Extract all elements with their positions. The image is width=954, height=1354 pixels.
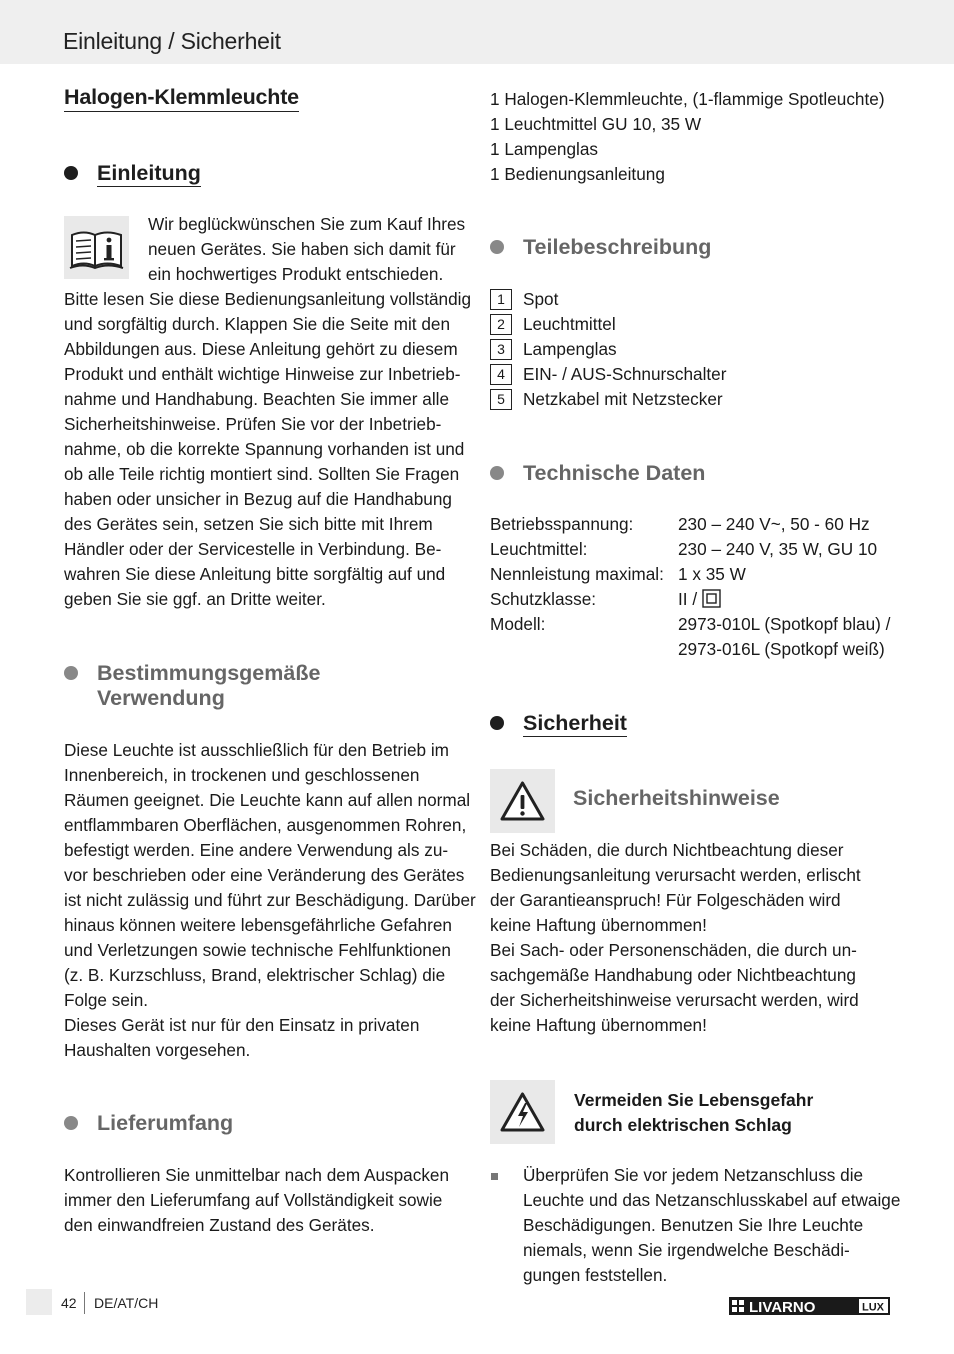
text-line: Folge sein. bbox=[64, 990, 149, 1010]
text-line: befestigt werden. Eine andere Verwendung als zu- bbox=[64, 840, 449, 860]
text-line: Sicherheitshinweise. Prüfen Sie vor der Inbetrieb- bbox=[64, 414, 442, 434]
spec-key: Leuchtmittel: bbox=[490, 539, 588, 559]
spec-value bbox=[678, 587, 721, 612]
text-line: Diese Leuchte ist ausschließlich für den Betrieb im bbox=[64, 740, 449, 760]
part-label: Lampenglas bbox=[523, 339, 617, 359]
heading-bullet-icon bbox=[490, 716, 504, 730]
spec-value-text: II / bbox=[678, 589, 702, 609]
part-label: Leuchtmittel bbox=[523, 314, 616, 334]
text-line: niemals, wenn Sie irgendwelche Beschädi- bbox=[523, 1240, 850, 1260]
list-item: 1 Leuchtmittel GU 10, 35 W bbox=[490, 114, 702, 134]
warning-triangle-icon bbox=[490, 769, 555, 833]
spec-key: Nennleistung maximal: bbox=[490, 564, 664, 584]
text-line: und Verletzungen sowie technische Fehlfunktionen bbox=[64, 940, 451, 960]
text-line: Bedienungsanleitung verursacht werden, erlischt bbox=[490, 865, 861, 885]
spec-value: 2973-010L (Spotkopf blau) / bbox=[678, 614, 891, 634]
header-bar bbox=[0, 0, 954, 64]
text-line: ist nicht zulässig und führt zur Beschädigung. Darüber bbox=[64, 890, 476, 910]
text-line: Räumen geeignet. Die Leuchte kann auf allen normal bbox=[64, 790, 471, 810]
text-line: Haushalten vorgesehen. bbox=[64, 1040, 251, 1060]
text-line: ein hochwertiges Produkt entschieden. bbox=[148, 264, 444, 284]
text-line: der Garantieanspruch! Für Folgeschäden wird bbox=[490, 890, 841, 910]
heading-text: Bestimmungsgemäße bbox=[97, 661, 321, 685]
text-line: keine Haftung übernommen! bbox=[490, 915, 707, 935]
list-item: 1 Halogen-Klemmleuchte, (1-flammige Spotleuchte) bbox=[490, 89, 885, 109]
heading-bullet-icon bbox=[490, 240, 504, 254]
text-line: neuen Gerätes. Sie haben sich damit für bbox=[148, 239, 456, 259]
einleitung-intro bbox=[148, 212, 465, 287]
spec-value: 230 – 240 V, 35 W, GU 10 bbox=[678, 539, 878, 559]
language-code: DE/AT/CH bbox=[94, 1295, 159, 1311]
part-number: 4 bbox=[490, 364, 512, 385]
part-label: Netzkabel mit Netzstecker bbox=[523, 389, 723, 409]
heading-text: Lieferumfang bbox=[97, 1111, 234, 1135]
warning-line: Vermeiden Sie Lebensgefahr bbox=[574, 1090, 814, 1110]
text-line: entflammbaren Oberflächen, ausgenommen Rohren, bbox=[64, 815, 467, 835]
text-line: haben oder unsicher in Bezug auf die Handhabung bbox=[64, 489, 452, 509]
part-number: 5 bbox=[490, 389, 512, 410]
text-line: Leuchte und das Netzanschlusskabel auf etwaige bbox=[523, 1190, 901, 1210]
page-number: 42 bbox=[61, 1295, 77, 1311]
text-line: Wir beglückwünschen Sie zum Kauf Ihres bbox=[148, 214, 466, 234]
warning-line: durch elektrischen Schlag bbox=[574, 1115, 792, 1135]
text-line: Beschädigungen. Benutzen Sie Ihre Leuchte bbox=[523, 1215, 864, 1235]
text-line: Händler oder der Servicestelle in Verbindung. Be- bbox=[64, 539, 442, 559]
info-book-icon bbox=[64, 216, 129, 279]
bestimmung-body bbox=[64, 738, 476, 1063]
text-line: den einwandfreien Zustand des Gerätes. bbox=[64, 1215, 375, 1235]
text-line: und sorgfältig durch. Klappen Sie die Seite mit den bbox=[64, 314, 451, 334]
spec-key: Modell: bbox=[490, 614, 546, 634]
lieferumfang-body bbox=[64, 1163, 449, 1238]
text-line: sachgemäße Handhabung oder Nichtbeachtung bbox=[490, 965, 856, 985]
header-title: Einleitung / Sicherheit bbox=[63, 28, 281, 54]
part-number: 3 bbox=[490, 339, 512, 360]
brand-suffix: LUX bbox=[862, 1301, 884, 1314]
part-number: 2 bbox=[490, 314, 512, 335]
text-line: gungen feststellen. bbox=[523, 1265, 668, 1285]
list-bullet-icon bbox=[491, 1173, 498, 1180]
spec-value: 230 – 240 V~, 50 - 60 Hz bbox=[678, 514, 870, 534]
heading-text: Technische Daten bbox=[523, 461, 706, 485]
text-line: nahme und Handhabung. Beachten Sie immer alle bbox=[64, 389, 450, 409]
spec-key: Schutzklasse: bbox=[490, 589, 597, 609]
text-line: Innenbereich, in trockenen und geschlossenen bbox=[64, 765, 420, 785]
livarno-logo-icon bbox=[729, 1296, 890, 1316]
footer-divider bbox=[84, 1292, 85, 1314]
text-line: Produkt und enthält wichtige Hinweise zur Inbetrieb- bbox=[64, 364, 461, 384]
spec-value: 2973-016L (Spotkopf weiß) bbox=[678, 639, 885, 659]
text-line: Bei Sach- oder Personenschäden, die durch un- bbox=[490, 940, 857, 960]
protection-class-ii-icon bbox=[702, 589, 721, 608]
text-line: immer den Lieferumfang auf Vollständigkeit sowie bbox=[64, 1190, 443, 1210]
warning-text bbox=[574, 1088, 813, 1138]
text-line: Abbildungen aus. Diese Anleitung gehört zu diesem bbox=[64, 339, 458, 359]
sicherheit-body bbox=[490, 838, 861, 1038]
heading-bullet-icon bbox=[64, 166, 78, 180]
footer-marker bbox=[26, 1289, 52, 1315]
spec-value: 1 x 35 W bbox=[678, 564, 746, 584]
part-label: Spot bbox=[523, 289, 559, 309]
text-line: Bei Schäden, die durch Nichtbeachtung dieser bbox=[490, 840, 844, 860]
text-line: Kontrollieren Sie unmittelbar nach dem Auspacken bbox=[64, 1165, 450, 1185]
text-line: (z. B. Kurzschluss, Brand, elektrischer Schlag) die bbox=[64, 965, 446, 985]
bullet-text bbox=[523, 1163, 900, 1288]
part-label: EIN- / AUS-Schnurschalter bbox=[523, 364, 727, 384]
electric-shock-warning-icon bbox=[490, 1080, 555, 1144]
einleitung-body bbox=[64, 287, 471, 612]
text-line: wahren Sie diese Anleitung bitte sorgfältig auf und bbox=[64, 564, 446, 584]
heading-text: Teilebeschreibung bbox=[523, 235, 712, 259]
heading-bullet-icon bbox=[490, 466, 504, 480]
text-line: vor beschrieben oder eine Veränderung des Gerätes bbox=[64, 865, 465, 885]
heading-text: Sicherheit bbox=[523, 711, 627, 735]
spec-key: Betriebsspannung: bbox=[490, 514, 634, 534]
heading-bullet-icon bbox=[64, 1116, 78, 1130]
text-line: Dieses Gerät ist nur für den Einsatz in privaten bbox=[64, 1015, 420, 1035]
text-line: Überprüfen Sie vor jedem Netzanschluss die bbox=[523, 1165, 864, 1185]
lieferumfang-items bbox=[490, 87, 885, 187]
list-item: 1 Bedienungsanleitung bbox=[490, 164, 665, 184]
document-title: Halogen-Klemmleuchte bbox=[64, 85, 299, 112]
part-number: 1 bbox=[490, 289, 512, 310]
text-line: keine Haftung übernommen! bbox=[490, 1015, 707, 1035]
text-line: geben Sie sie ggf. an Dritte weiter. bbox=[64, 589, 326, 609]
text-line: hinaus können weitere lebensgefährliche Gefahren bbox=[64, 915, 452, 935]
list-item: 1 Lampenglas bbox=[490, 139, 598, 159]
sicherheitshinweise-heading: Sicherheitshinweise bbox=[573, 786, 780, 810]
heading-text: Verwendung bbox=[97, 686, 225, 710]
text-line: Bitte lesen Sie diese Bedienungsanleitung vollständig bbox=[64, 289, 472, 309]
text-line: des Gerätes sein, setzen Sie sich bitte mit Ihrem bbox=[64, 514, 433, 534]
text-line: ob alle Teile richtig montiert sind. Sollten Sie Fragen bbox=[64, 464, 460, 484]
heading-bullet-icon bbox=[64, 666, 78, 680]
text-line: nahme, ob die korrekte Spannung vorhanden ist und bbox=[64, 439, 465, 459]
brand-name: LIVARNO bbox=[749, 1299, 816, 1316]
heading-text: Einleitung bbox=[97, 161, 201, 185]
text-line: der Sicherheitshinweise verursacht werden, wird bbox=[490, 990, 859, 1010]
